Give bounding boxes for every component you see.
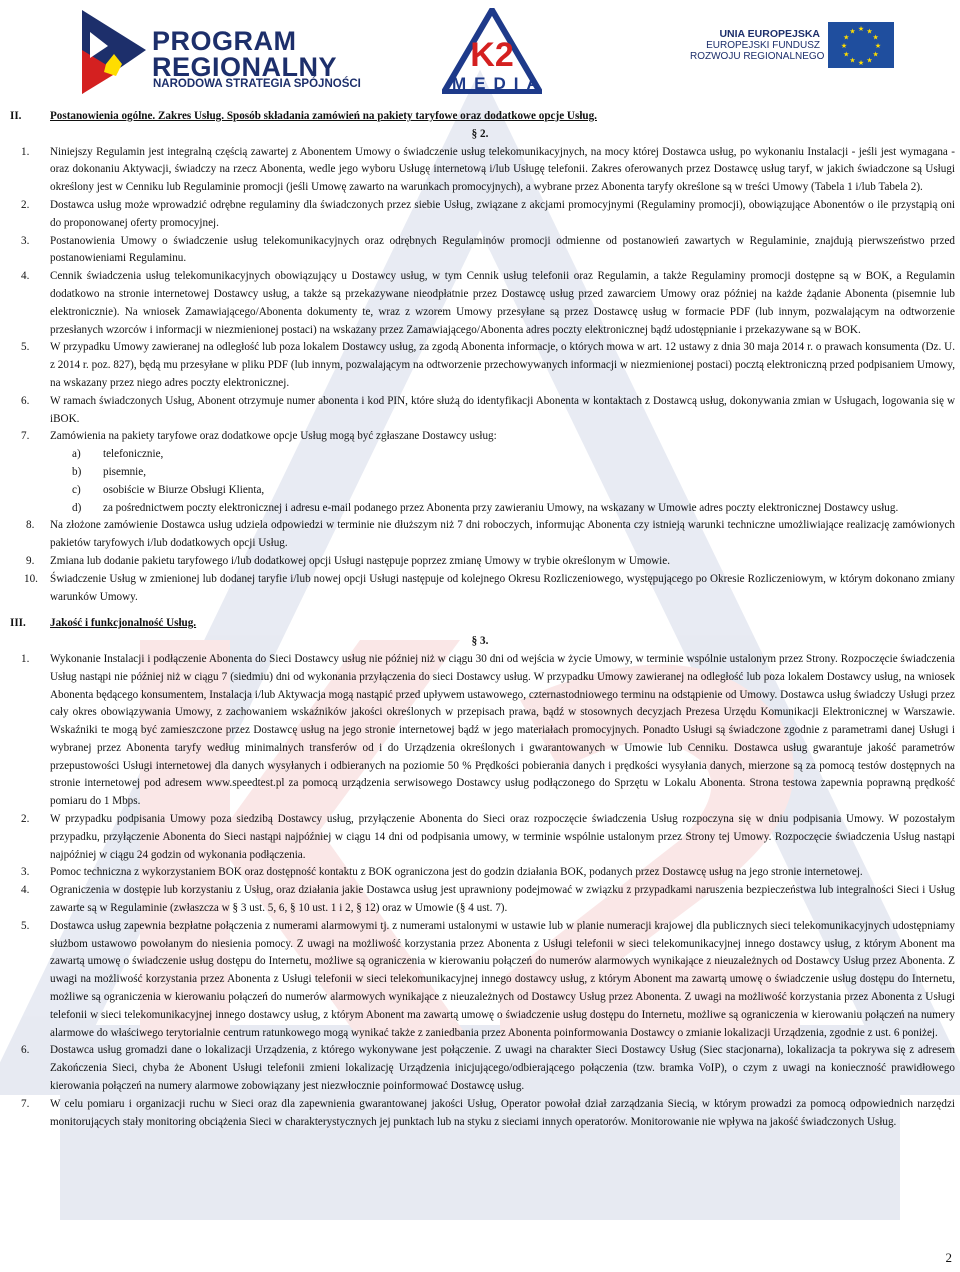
sub-list-item [0, 464, 960, 482]
list-item [0, 571, 960, 607]
k2-logo-mark: K2 [470, 36, 514, 74]
program-regionalny-flag-icon [78, 6, 150, 98]
item-text: Dostawca usług zapewnia bezpłatne połączenia z numerami alarmowymi tj. z numerami ustalonymi w ustawie lub w planie numeracji krajowej dla publicznych sieci telekomunikacyjnych udostępniamy służbom ustawowo powołanym do niesienia pomocy. Z uwagi na możliwość korzystania przez Abonenta z Usługi telefonii w sieci telekomunikacyjnej innego dostawcy usług, z którym Abonent ma zawartą umowę o świadczenie usług dostępu do Internetu, możliwe są ograniczenia w kierowaniu połączeń do numerów alarmowych wynikające z nieuzależnych od Dostawcy Usług przez Abonenta. Z uwagi na możliwość korzystania przez Abonenta z Usługi telefonii w sieci telekomunikacyjnej innego dostawcy usług, z którym Abonent ma zawartą umowę o świadczenie usług dostępu do Internetu, możliwe są ograniczenia w kierowaniu połączeń do numerów alarmowych wynikające z nieuzależnych od Dostawcy Usług przez Abonenta. Z uwagi na możliwość korzystania przez Abonenta z Usługi telefonii w sieci telekomunikacyjnej innego dostawcy usług, z którym Abonent ma zawartą umowę o świadczenie usług dostępu do Internetu, możliwe są ograniczenia w kierowaniu połączeń na numery alarmowe do właściwego terytorialnie centrum ratunkowego mogą wynikać także z zaniedbania przez Abonenta poinformowania Dostawcy o zmianie lokalizacji Urządzenia, zgodnie z ust. 6 poniżej. [50, 919, 955, 1039]
paragraph-mark: § 3. [471, 635, 489, 648]
program-logo-line3: NARODOWA STRATEGIA SPÓJNOŚCI [153, 78, 361, 90]
list-item [0, 197, 960, 233]
item-text: W celu pomiaru i organizacji ruchu w Sieci oraz dla zapewnienia gwarantowanej jakości Usług, Operator powołał dział zarządzania Siecią, w którym prowadzi za pomocą odpowiednich narzędzi monitorujących stały monitoring obciążenia Sieci w charakterystycznych jej punktach lub na styku z sieciami innych operatorów. Monitorowanie nie wpływa na jakość świadczonych Usług. [50, 1097, 955, 1128]
item-number: 1. [21, 652, 30, 665]
item-text: Ograniczenia w dostępie lub korzystaniu z Usług, oraz działania jakie Dostawca usług jest uprawniony podejmować w związku z przypadkami naruszenia bezpieczeństwa lub integralności Sieci i Usług zawarte są w Regulaminie (zwłaszcza w § 3 ust. 5, 6, § 10 ust. 1 i 2, § 12) oraz w Umowie (§ 4 ust. 7). [50, 884, 955, 915]
item-text: W ramach świadczonych Usług, Abonent otrzymuje numer abonenta i kod PIN, które służą do identyfikacji Abonenta w kontaktach z Dostawcą usług, dokonywania zmian w Usługach, logowania się w iBOK. [50, 394, 955, 425]
item-number: 9. [26, 554, 35, 567]
svg-text:★: ★ [849, 27, 856, 36]
item-number: 3. [21, 866, 30, 879]
svg-text:★: ★ [849, 56, 856, 65]
svg-text:★: ★ [857, 59, 865, 67]
item-number: 2. [21, 813, 30, 826]
item-text: Zmiana lub dodanie pakietu taryfowego i/lub dodatkowej opcji Usługi następuje poprzez zmianę Umowy w trybie określonym w Umowie. [50, 554, 671, 567]
svg-text:★: ★ [866, 56, 873, 65]
section-number: II. [10, 110, 22, 122]
sub-item-letter: d) [72, 501, 82, 514]
list-item [0, 393, 960, 429]
list-item [0, 811, 960, 864]
page-header [0, 0, 960, 100]
item-text: Pomoc techniczna z wykorzystaniem BOK oraz dostępność kontaktu z BOK ograniczona jest do godzin działania BOK, podanych przez Dostawcę usług na jego stronie internetowej. [50, 866, 863, 879]
svg-text:★: ★ [843, 50, 850, 59]
program-logo-line2: REGIONALNY [152, 52, 338, 82]
sub-item-text: pisemnie, [103, 465, 147, 478]
sub-list-item [0, 446, 960, 464]
svg-text:★: ★ [840, 42, 848, 50]
item-number: 6. [21, 394, 30, 407]
svg-text:★: ★ [874, 42, 882, 50]
list-item [0, 144, 960, 197]
list-item [0, 864, 960, 882]
list-item [0, 428, 960, 446]
item-number: 6. [21, 1044, 30, 1057]
item-number: 8. [26, 519, 35, 532]
sub-item-text: za pośrednictwem poczty elektronicznej i adresu e-mail podanego przez Abonenta przy zawieraniu Umowy, na wskazany w Umowie adres poczty elektronicznej Dostawcy usług. [103, 501, 899, 514]
item-text: Cennik świadczenia usług telekomunikacyjnych obowiązujący u Dostawcy usług, w tym Cennik usług telefonii oraz Regulamin, a także Regulaminy promocji dostępne są w BOK, a Regulamin dodatkowo na stronie internetowej Dostawcy usług, a także są przekazywane nieodpłatnie przez Dostawcę usług przed zawarciem Umowy oraz później na każde żądanie Abonenta (pisemnie lub elektronicznie). Na wniosek Zamawiającego/Abonenta dokumenty te, wraz z wzorem Umowy przesyłane są przez Dostawcę usług w formacie PDF (lub innym, pozwalającym na odtworzenie przesłanych wzorców i informacji w niezmienionej postaci) na wskazany przez Zamawiającego/Abonenta adres poczty elektronicznej bądź udostępnianie i przekazywane są w BOK. [50, 270, 955, 336]
sub-item-letter: b) [72, 465, 82, 478]
sub-list-item [0, 482, 960, 500]
item-text: Zamówienia na pakiety taryfowe oraz dodatkowe opcje Usług mogą być zgłaszane Dostawcy usług: [50, 430, 497, 443]
section-number: III. [10, 617, 26, 630]
section-title: Jakość i funkcjonalność Usług. [50, 617, 197, 630]
sub-item-letter: c) [72, 483, 81, 496]
list-item [0, 268, 960, 339]
svg-text:★: ★ [857, 25, 865, 33]
item-number: 10. [24, 572, 38, 585]
list-item [0, 651, 960, 811]
item-number: 7. [21, 1097, 30, 1110]
item-text: Wykonanie Instalacji i podłączenie Abonenta do Sieci Dostawcy usług nie później niż w ciągu 30 dni od wejścia w życie Umowy, w terminie wspólnie ustalonym przez Strony. Rozpoczęcie świadczenia Usług nastąpi nie później niż w ciągu 7 (siedmiu) dni od wykonania przyłączenia do sieci Dostawcy usług. W przypadku Umowy zawieranej na odległość lub poza lokalem Dostawcy usług, na wniosek Abonenta będącego konsumentem, Instalacja i/lub Aktywacja mogą nastąpić przed upływem ustawowego, czternastodniowego terminu na odstąpienie od Umowy. Dostawca usług świadczy Usługi przez cały okres obowiązywania Umowy, z zachowaniem wskaźników jakości określonych w przepisach prawa, bądź w stosownych decyzjach Prezesa Urzędu Komunikacji Elektronicznej w Warszawie. Wskaźniki te mogą być zamieszczone przez Dostawcę usług na jego stronie internetowej bądź w jego materiałach promocyjnych. Ponadto Usługi są świadczone zgodnie z parametrami danej Usługi i wybranej przez Abonenta taryfy według minimalnych transferów od i do Urządzenia określonych i gwarantowanych w Umowie lub Cenniku. Dostawca usług gwarantuje jakość parametrów przepustowości Usługi internetowej dla danych wysyłanych i odbieranych na poziomie 50 % Prędkości pobierania danych i prędkości wysyłania danych, mierzone są za pomocą testów dostępnych na stronie internetowej pod adresem www.speedtest.pl za pomocą urządzenia serwisowego Dostawcy usług podłączonego do Sprzętu w Lokalu Abonenta. Strona testowa zapewnia poprawną prędkość pomiaru do 1 Mbps. [50, 652, 955, 808]
section-title: Postanowienia ogólne. Zakres Usług. Sposób składania zamówień na pakiety taryfowe oraz dodatkowe opcje Usług. [50, 110, 597, 122]
sub-item-text: telefonicznie, [103, 448, 164, 461]
item-text: Dostawca usług gromadzi dane o lokalizacji Urządzenia, z którego wykonywane jest połączenie. Z uwagi na charakter Sieci Dostawcy Usług (Siec stacjonarna), lokalizacja ta pokrywa się z adresem Zakończenia Sieci, chyba że Abonent Usługi telefonii zmieni lokalizację Urządzenia inicjującego/odbierającego połączenia (tzw. bramka VoIP), o czym z uwagi na konieczność prawidłowego kierowania połączeń na numery alarmowe zobowiązany jest niezwłocznie poinformować Dostawcę usług. [50, 1044, 955, 1093]
item-number: 5. [21, 919, 30, 932]
list-item [0, 1096, 960, 1132]
item-number: 4. [21, 270, 30, 283]
list-item [0, 339, 960, 392]
eu-logo-line3: ROZWOJU REGIONALNEGO [690, 51, 825, 62]
k2-media-logo [442, 8, 547, 99]
item-number: 2. [21, 198, 30, 211]
list-item [0, 517, 960, 553]
document-body [0, 108, 960, 1131]
item-text: Dostawca usług może wprowadzić odrębne regulaminy dla świadczonych przez siebie Usług, związane z akcjami promocyjnymi (Regulaminy promocji), obowiązujące Abonentów o ile przystąpią oni do proponowanej oferty promocyjnej. [50, 198, 955, 229]
item-text: W przypadku Umowy zawieranej na odległość lub poza lokalem Dostawcy usług, za zgodą Abonenta informacje, o których mowa w art. 12 ustawy z dnia 30 maja 2014 r. o prawach konsumenta (Dz. U. z 2014 r. poz. 827), będą mu przesyłane w pliku PDF (lub innym, pozwalającym na odtworzenie przechowywanych informacji w niezmienionej postaci) pocztą elektroniczną przed podpisaniem Umowy, na wskazany przez niego adres poczty elektronicznej. [50, 341, 955, 389]
section-heading [0, 108, 960, 126]
item-number: 4. [21, 884, 30, 897]
section-heading [0, 615, 960, 633]
list-item [0, 918, 960, 1043]
svg-text:★: ★ [872, 50, 879, 59]
svg-text:★: ★ [843, 33, 850, 42]
item-text: W przypadku podpisania Umowy poza siedzibą Dostawcy usług, przyłączenie Abonenta do Sieci oraz rozpoczęcie świadczenia Usług rozpoczyna się w dniu podpisania Umowy. W pozostałym przypadku, przyłączenie Abonenta do Sieci nastąpi najpóźniej w ciągu 14 dni od podpisania umowy, w terminie wspólnie ustalonym przez Strony tej Umowy. Rozpoczęcie świadczenia Usług nastąpi najpóźniej w ciągu 24 godzin od wykonania podłączenia. [50, 813, 955, 861]
paragraph-mark: § 2. [471, 127, 489, 140]
item-number: 1. [21, 145, 30, 158]
svg-text:★: ★ [872, 33, 879, 42]
section-spacer [0, 606, 960, 615]
list-item [0, 1042, 960, 1095]
eu-logo-line1: UNIA EUROPEJSKA [719, 28, 820, 40]
eu-flag-icon [828, 22, 894, 68]
item-number: 5. [21, 341, 30, 354]
page-number: 2 [945, 1250, 952, 1265]
svg-text:★: ★ [866, 27, 873, 36]
list-item [0, 233, 960, 269]
eu-logo-text [690, 28, 825, 62]
sub-list-item [0, 500, 960, 518]
program-logo-line1: PROGRAM [152, 26, 297, 56]
list-item [0, 882, 960, 918]
sub-item-letter: a) [72, 448, 81, 461]
program-regionalny-logo [78, 6, 361, 103]
sub-item-text: osobiście w Biurze Obsługi Klienta, [103, 483, 265, 496]
list-item [0, 553, 960, 571]
k2-logo-word: MEDIA [452, 74, 547, 93]
eu-logo-line2: EUROPEJSKI FUNDUSZ [706, 40, 820, 51]
item-text: Niniejszy Regulamin jest integralną częścią zawartej z Abonentem Umowy o świadczenie usług telekomunikacyjnych, na mocy której Dostawca usług, po wykonaniu Instalacji - jeśli jest wymagana - oraz dokonaniu Aktywacji, świadczy na rzecz Abonenta, wedle jego wyboru Usługę internetową i/lub Usługę telefonii. Zakres oferowanych przez Dostawcę usług taryf, w jakich świadczone są Usługi określony jest w Cenniku lub Regulaminie promocji (jeśli Umowę zawarto na warunkach promocyjnych), a wybrane przez Abonenta taryfy określone są w treści Umowy (Tabela 1 i/lub Tabela 2). [50, 145, 955, 194]
item-text: Postanowienia Umowy o świadczenie usług telekomunikacyjnych oraz odrębnych Regulaminów promocji odmienne od postanowień zawartych w Regulaminie, znajdują pierwszeństwo przed postanowieniami Regulaminu. [50, 234, 955, 265]
item-number: 3. [21, 234, 30, 247]
item-number: 7. [21, 430, 30, 443]
item-text: Świadczenie Usług w zmienionej lub dodanej taryfie i/lub nowej opcji Usługi następuje od kolejnego Okresu Rozliczeniowego, występującego po Okresie Rozliczeniowym, w którym dokonano zmiany warunków Umowy. [50, 572, 955, 603]
item-text: Na złożone zamówienie Dostawca usług udziela odpowiedzi w terminie nie dłuższym niż 7 dni roboczych, informując Abonenta czy istnieją warunki techniczne umożliwiające realizację zamówionych pakietów taryfowych i/lub dodatkowych opcji Usług. [50, 519, 955, 550]
